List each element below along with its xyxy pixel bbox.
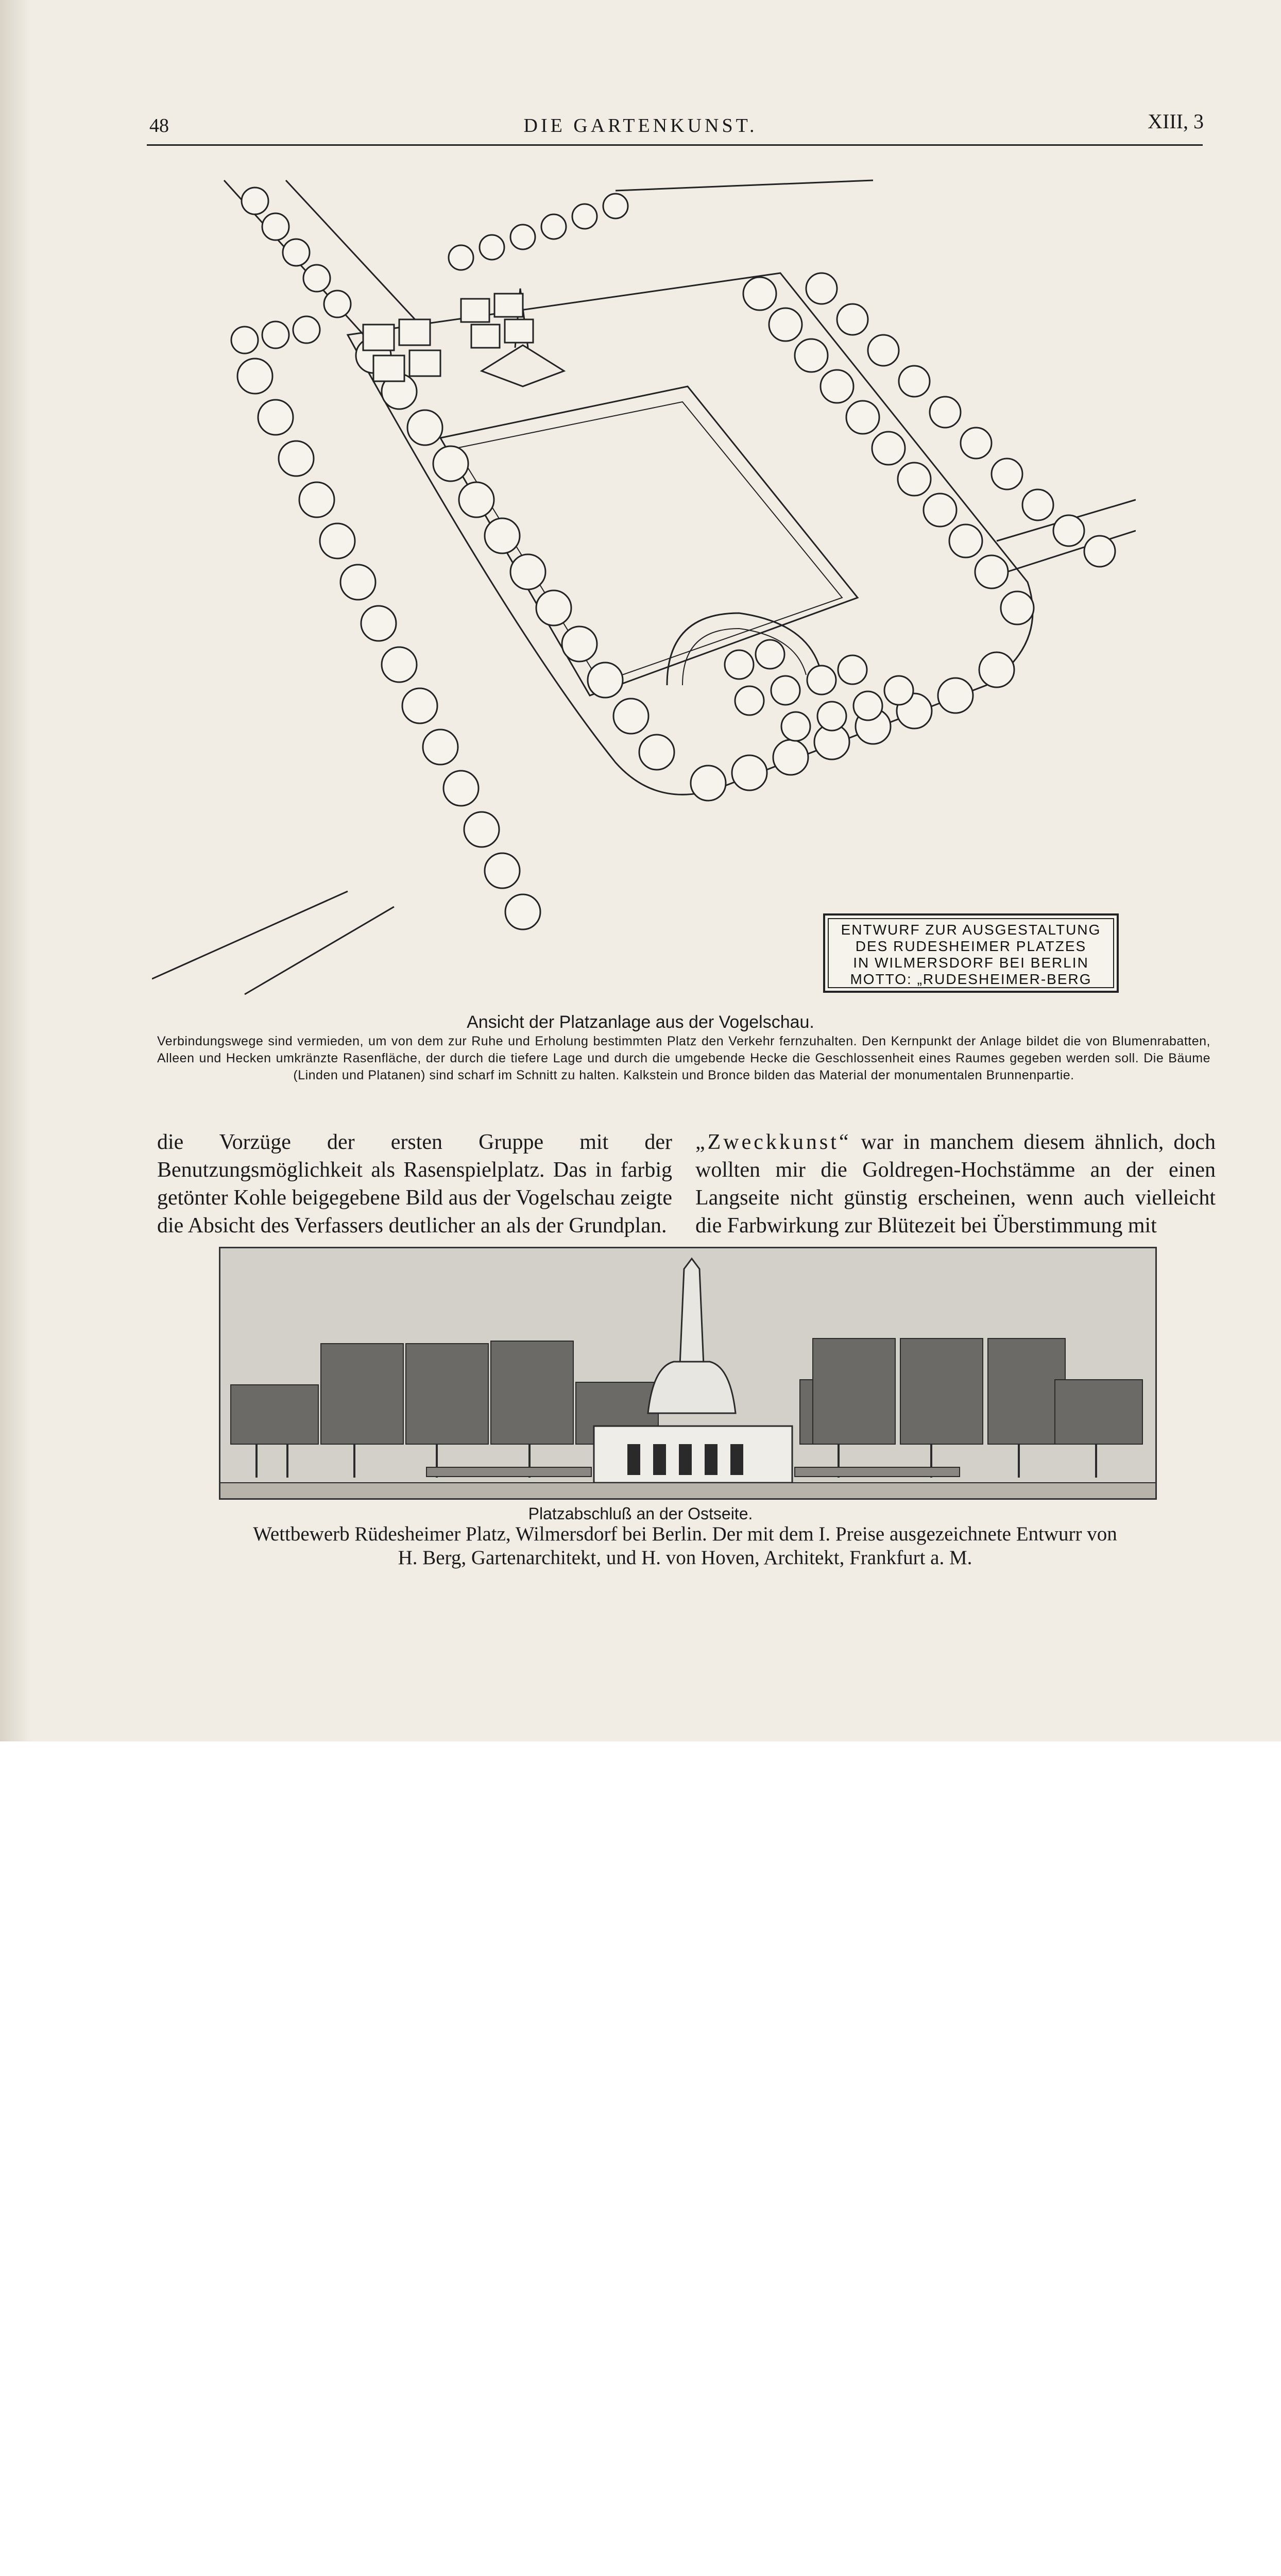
right-column-spaced-term: „Zweckkunst“ [695, 1130, 851, 1154]
right-column-text [695, 1128, 1216, 1240]
page-edge-shadow [0, 0, 31, 1741]
plaque-line-4: MOTTO: „RUDESHEIMER-BERG [850, 971, 1092, 987]
plaque-line-3: IN WILMERSDORF BEI BERLIN [853, 955, 1089, 971]
right-column-rest: war in manchem diesem ähnlich, doch wollten mir die Goldregen-Hochstämme an der einen Langseite nicht günstig erscheinen, wenn auch vielleicht die Farbwirkung zur Blütezeit bei Überstimmung mit [695, 1130, 1216, 1238]
competition-credit [155, 1522, 1216, 1570]
volume-issue: XIII, 3 [1148, 110, 1204, 133]
east-side-elevation-figure [219, 1247, 1157, 1500]
journal-title: DIE GARTENKUNST. [523, 115, 758, 137]
credit-line-2: H. Berg, Gartenarchitekt, und H. von Hoven, Architekt, Frankfurt a. M. [398, 1547, 972, 1569]
credit-line-1: Wettbewerb Rüdesheimer Platz, Wilmersdorf bei Berlin. Der mit dem I. Preise ausgezeichnete Entwurr von [253, 1523, 1117, 1545]
page-number: 48 [149, 115, 169, 137]
header-rule [147, 144, 1203, 146]
left-column-text: die Vorzüge der ersten Gruppe mit der Benutzungsmöglichkeit als Rasenspielplatz. Das in farbig getönter Kohle beigegebene Bild aus der Vogelschau zeigte die Absicht des Verfassers deutlicher an als der Grundplan. [157, 1130, 672, 1238]
figure1-caption: Ansicht der Platzanlage aus der Vogelschau. [467, 1012, 814, 1032]
figure2-caption: Platzabschluß an der Ostseite. [528, 1504, 753, 1523]
plaque-line-2: DES RUDESHEIMER PLATZES [855, 938, 1087, 954]
plaque-line-1: ENTWURF ZUR AUSGESTALTUNG [841, 922, 1101, 938]
figure1-note: Verbindungswege sind vermieden, um von dem zur Ruhe und Erholung bestimmten Platz den Verkehr fernzuhalten. Den Kernpunkt der Anlage bildet die von Blumenrabatten, Alleen und Hecken umkränzte Rasenfläche, der durch die tiefere Lage und durch die umgebende Hecke die Geschlossenheit eines Raumes gegeben werden soll. Die Bäume (Linden und Platanen) sind scharf im Schnitt zu halten. Kalkstein und Bronce bilden das Material der monumentalen Brunnenpartie. [157, 1034, 1210, 1082]
birds-eye-view-figure [152, 170, 1136, 1005]
title-plaque [824, 914, 1118, 992]
digitization-footer [0, 1741, 1281, 1829]
